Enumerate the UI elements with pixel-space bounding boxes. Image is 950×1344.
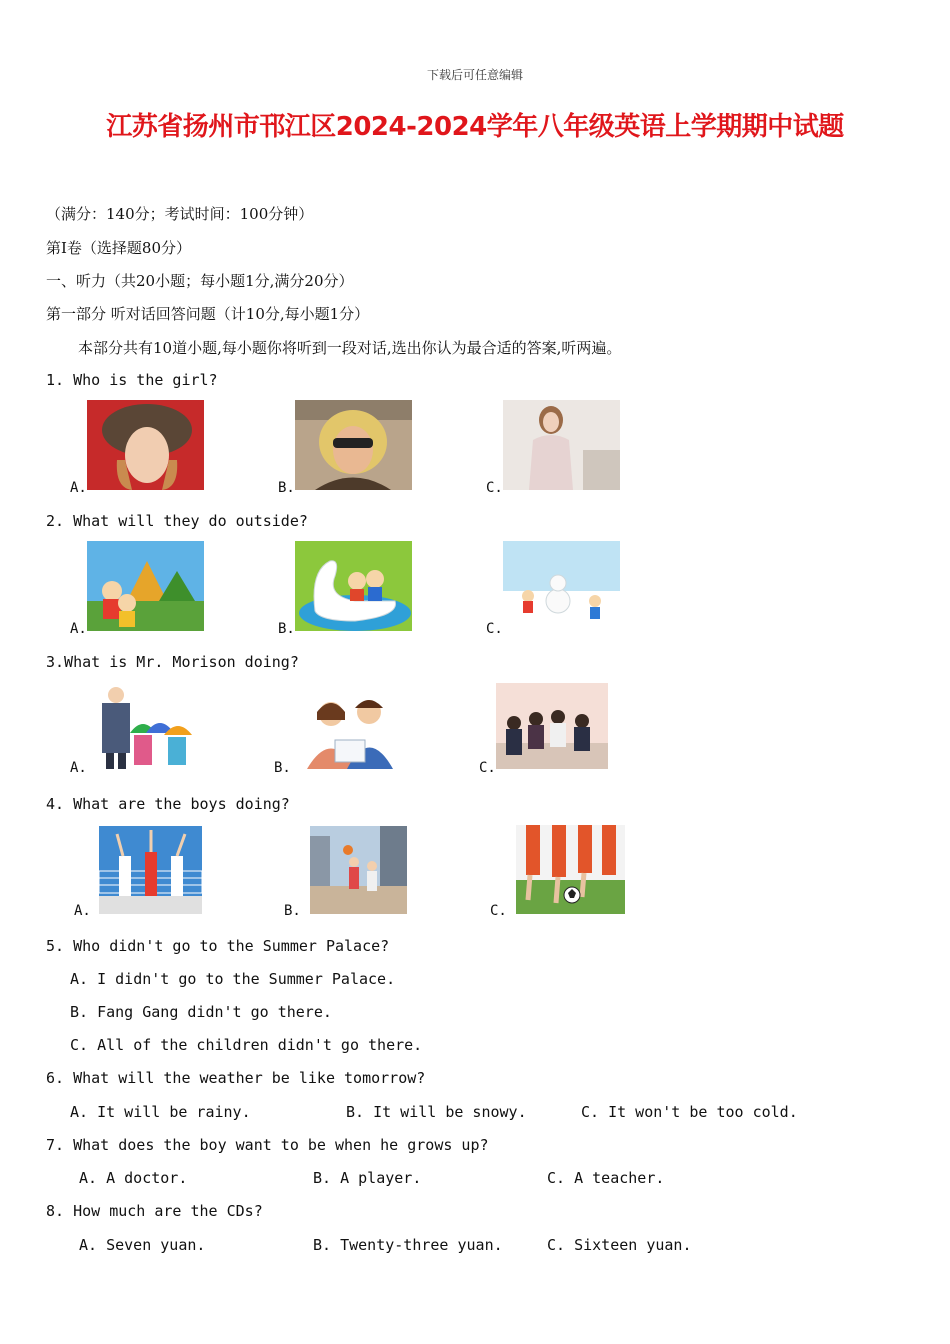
q5-option-b: B. Fang Gang didn't go there. xyxy=(70,1003,332,1021)
q7-option-c: C. A teacher. xyxy=(547,1169,665,1187)
q3-option-b-label: B. xyxy=(274,760,291,776)
q1-option-c-image xyxy=(503,400,620,490)
q1-option-b-label: B. xyxy=(278,480,295,496)
q8-option-c: C. Sixteen yuan. xyxy=(547,1236,692,1254)
volume-heading: 第Ⅰ卷（选择题80分） xyxy=(46,239,192,257)
q2-option-b-label: B. xyxy=(278,621,295,637)
question-3: 3.What is Mr. Morison doing? xyxy=(46,653,299,671)
q3-option-c-image xyxy=(496,683,608,769)
q4-option-c-label: C. xyxy=(490,903,507,919)
header-note: 下载后可任意编辑 xyxy=(426,68,523,82)
q1-option-b-image xyxy=(295,400,412,490)
q3-option-b-image xyxy=(293,690,405,769)
q2-option-c-image xyxy=(503,541,620,631)
q1-option-c-label: C. xyxy=(486,480,503,496)
question-2: 2. What will they do outside? xyxy=(46,512,308,530)
q4-option-b-image xyxy=(310,826,407,914)
q7-option-b: B. A player. xyxy=(313,1169,422,1187)
question-8: 8. How much are the CDs? xyxy=(46,1202,263,1220)
q4-option-c-image xyxy=(516,825,625,914)
q6-option-a: A. It will be rainy. xyxy=(70,1103,251,1121)
q4-option-b-label: B. xyxy=(284,903,301,919)
part-heading: 第一部分 听对话回答问题（计10分,每小题1分） xyxy=(46,305,370,323)
question-1: 1. Who is the girl? xyxy=(46,371,218,389)
question-5: 5. Who didn't go to the Summer Palace? xyxy=(46,937,390,955)
q4-option-a-label: A. xyxy=(74,903,91,919)
page-title: 江苏省扬州市邗江区2024-2024学年八年级英语上学期期中试题 xyxy=(106,112,844,142)
score-time-info: （满分：140分；考试时间：100分钟） xyxy=(46,205,314,223)
question-6: 6. What will the weather be like tomorrow? xyxy=(46,1069,426,1087)
q2-option-b-image xyxy=(295,541,412,631)
question-7: 7. What does the boy want to be when he grows up? xyxy=(46,1136,489,1154)
q8-option-b: B. Twenty-three yuan. xyxy=(313,1236,503,1254)
instructions: 本部分共有10道小题,每小题你将听到一段对话,选出你认为最合适的答案,听两遍。 xyxy=(78,339,622,357)
q3-option-c-label: C. xyxy=(479,760,496,776)
q8-option-a: A. Seven yuan. xyxy=(79,1236,206,1254)
q6-option-b: B. It will be snowy. xyxy=(346,1103,527,1121)
q2-option-c-label: C. xyxy=(486,621,503,637)
q1-option-a-label: A. xyxy=(70,480,87,496)
q6-option-c: C. It won't be too cold. xyxy=(581,1103,798,1121)
q2-option-a-image xyxy=(87,541,204,631)
q7-option-a: A. A doctor. xyxy=(79,1169,188,1187)
q5-option-a: A. I didn't go to the Summer Palace. xyxy=(70,970,396,988)
q2-option-a-label: A. xyxy=(70,621,87,637)
section-heading-listening: 一、听力（共20小题；每小题1分,满分20分） xyxy=(46,272,354,290)
q5-option-c: C. All of the children didn't go there. xyxy=(70,1036,423,1054)
q3-option-a-image xyxy=(88,683,200,769)
q3-option-a-label: A. xyxy=(70,760,87,776)
q1-option-a-image xyxy=(87,400,204,490)
question-4: 4. What are the boys doing? xyxy=(46,795,290,813)
q4-option-a-image xyxy=(99,826,202,914)
